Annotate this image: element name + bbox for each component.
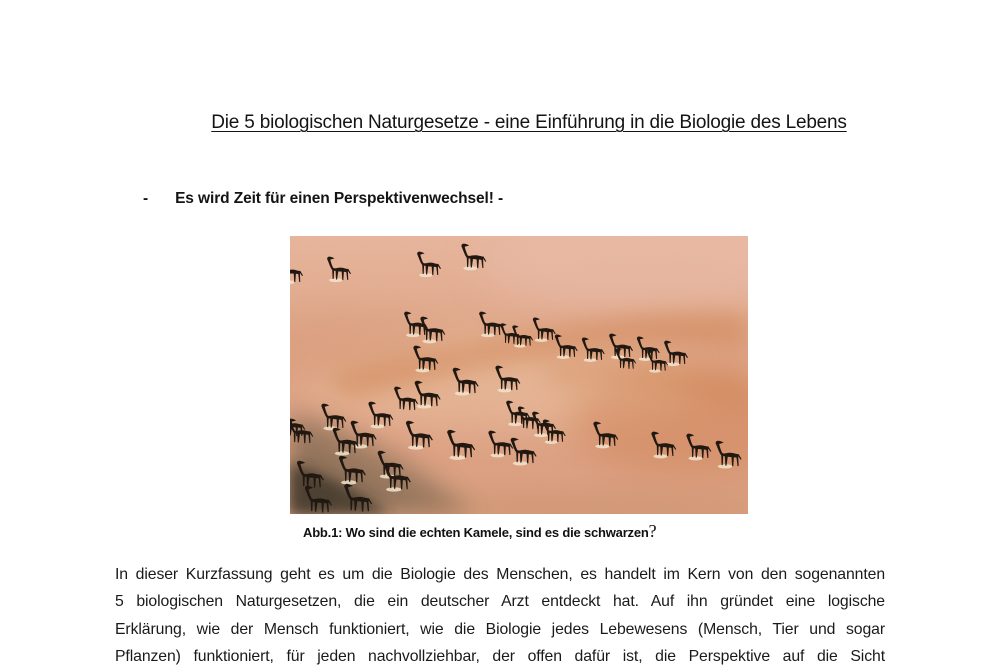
camel-body-sliver [508, 422, 522, 426]
camel-body-sliver [417, 404, 432, 408]
camel-body-sliver [335, 451, 350, 455]
camel-body-sliver [653, 454, 667, 458]
paragraph-line: 5 biologischen Naturgesetzen, die ein deutscher Arzt entdeckt hat. Auf ihn gründet eine logische [115, 593, 885, 611]
camel-body-sliver [422, 339, 436, 343]
camel-body-sliver [535, 338, 548, 342]
subtitle-text: Es wird Zeit für einen Perspektivenwechsel! - [175, 190, 504, 207]
camel-body-sliver [415, 368, 429, 372]
camel-body-sliver [718, 464, 733, 468]
camel-body-sliver [449, 455, 465, 460]
camel-body-sliver [406, 333, 420, 337]
camel-body-sliver [481, 333, 495, 337]
camel-body-sliver [595, 444, 609, 448]
camel-body-sliver [386, 487, 402, 491]
camel-body-sliver [329, 278, 343, 282]
camel-body-sliver [649, 369, 661, 372]
camel-body-sliver [463, 266, 477, 270]
camel-body-sliver [408, 445, 424, 449]
paragraph-line: In dieser Kurzfassung geht es um die Biologie des Menschen, es handelt im Kern von den sogenannten [115, 566, 885, 583]
camel-body-sliver [341, 480, 357, 484]
figure-caption-question-mark: ? [648, 521, 657, 541]
paragraph-line: Erklärung, wie der Mensch funktioniert, wie die Biologie jedes Lebewesens (Mensch, Tier und sogar [115, 620, 885, 638]
camel-body-sliver [513, 461, 528, 465]
document-title: Die 5 biologischen Naturgesetze - eine Einführung in die Biologie des Lebens [211, 112, 847, 133]
camel-body-sliver [534, 433, 548, 437]
camel-body-sliver [514, 344, 526, 347]
camel-body-sliver [557, 355, 570, 359]
camel-body-sliver [545, 440, 558, 444]
camel-caravan-photo [290, 236, 748, 514]
subtitle-line [143, 190, 503, 208]
camel-body-sliver [688, 456, 702, 460]
camel-body-sliver [666, 362, 680, 366]
paragraph-line: Pflanzen) funktioniert, für jeden nachvollziehbar, der offen dafür ist, die Perspektive auf die Sicht [115, 648, 885, 666]
camel-body-sliver [497, 388, 511, 392]
body-paragraph [115, 561, 885, 671]
camel-body-sliver [370, 424, 384, 428]
figure-caption-text: Abb.1: Wo sind die echten Kamele, sind es die schwarzen [303, 525, 649, 540]
camel-body-sliver [455, 391, 470, 395]
subtitle-dash: - [143, 190, 149, 207]
camel-body-sliver [490, 453, 504, 457]
camel-body-sliver [419, 273, 433, 277]
camel-body-sliver [584, 358, 597, 362]
figure-caption [303, 521, 656, 542]
